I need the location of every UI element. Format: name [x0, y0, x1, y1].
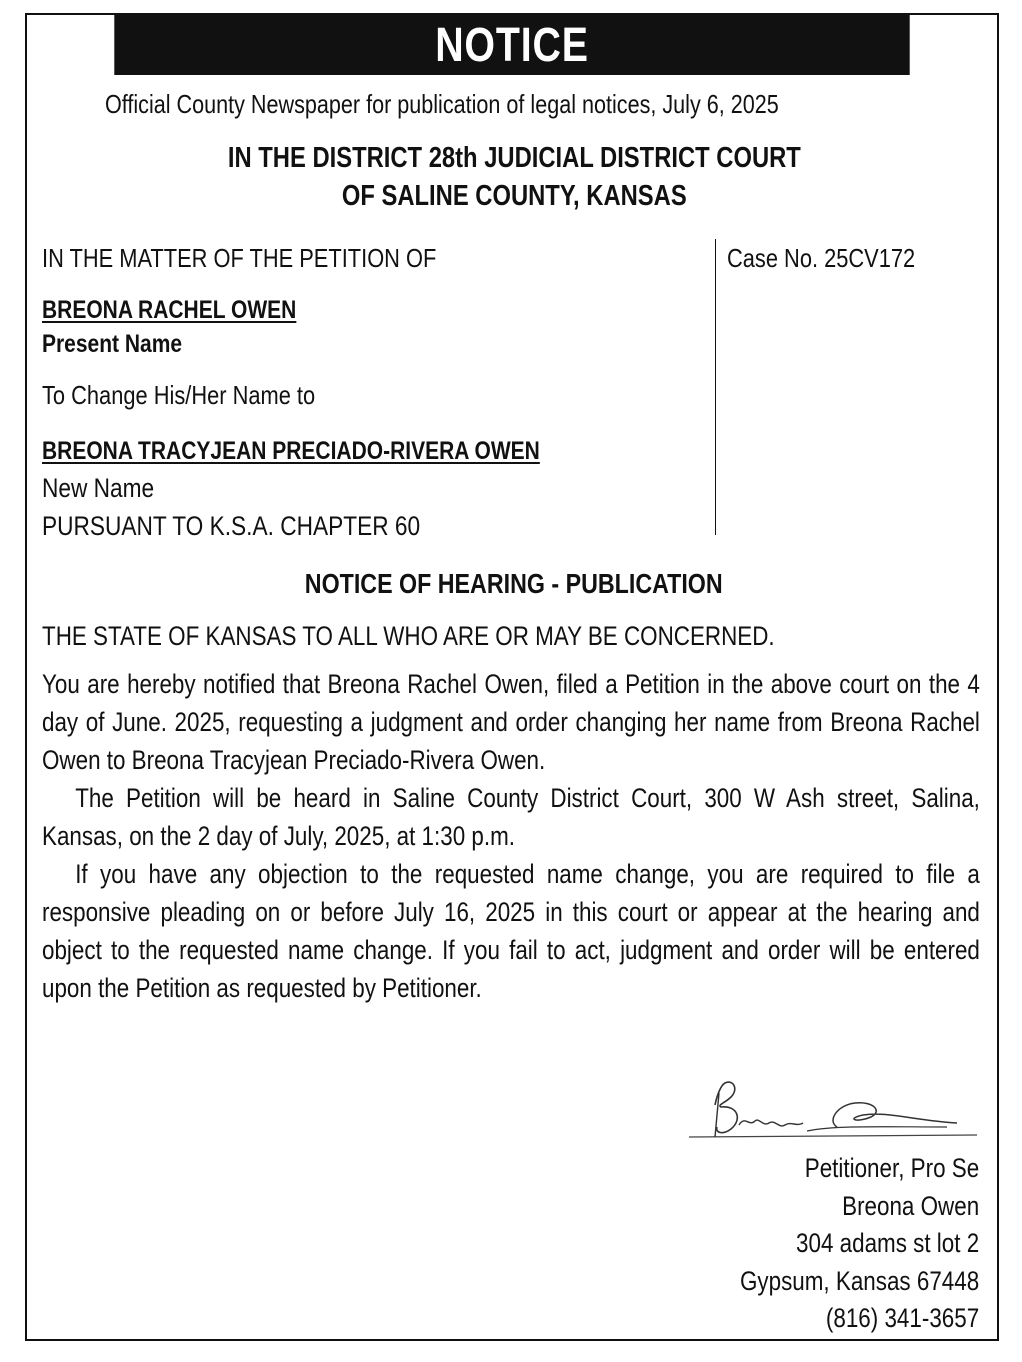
court-title-line2: OF SALINE COUNTY, KANSAS — [341, 180, 687, 212]
new-name: BREONA TRACYJEAN PRECIADO-RIVERA OWEN — [42, 437, 540, 465]
change-to-line: To Change His/Her Name to — [42, 380, 316, 410]
court-title-line1: IN THE DISTRICT 28th JUDICIAL DISTRICT COURT — [227, 142, 801, 174]
present-name-label: Present Name — [42, 330, 183, 358]
petitioner-city: Gypsum, Kansas 67448 — [739, 1265, 979, 1296]
paragraph-hearing-date: The Petition will be heard in Saline County District Court, 300 W Ash street, Salina, Kansas, on the 2 day of July, 2025, at 1:30 p.m. — [42, 783, 980, 851]
present-name: BREONA RACHEL OWEN — [42, 296, 297, 324]
notice-frame — [25, 13, 999, 1341]
caption-divider — [715, 239, 716, 535]
addressee-line: THE STATE OF KANSAS TO ALL WHO ARE OR MAY BE CONCERNED. — [42, 621, 775, 651]
signature-block — [740, 1150, 979, 1338]
case-number: Case No. 25CV172 — [727, 243, 916, 273]
paragraph-objection: If you have any objection to the requested name change, you are required to file a responsive pleading on or before July 16, 2025 in this court or appear at the hearing and object to the requested name change. If you fail to act, judgment and order will be entered upon the Petition as requested by Petitioner. — [42, 859, 980, 1003]
paragraph-filing: You are hereby notified that Breona Rachel Owen, filed a Petition in the above court on the 4 day of June. 2025, requesting a judgment and order changing her name from Breona Rachel Owen to Breona Tracyjean Preciado-Rivera Owen. — [42, 669, 980, 775]
statute-line: PURSUANT TO K.S.A. CHAPTER 60 — [42, 511, 421, 541]
petitioner-address: 304 adams st lot 2 — [795, 1228, 979, 1258]
newspaper-line: Official County Newspaper for publication of legal notices, July 6, 2025 — [105, 89, 779, 119]
petitioner-name: Breona Owen — [841, 1190, 979, 1221]
new-name-label: New Name — [42, 473, 155, 503]
petitioner-phone: (816) 341-3657 — [825, 1303, 979, 1333]
signature-image — [687, 1075, 987, 1155]
notice-banner: NOTICE — [114, 15, 909, 75]
hearing-body — [42, 665, 980, 1007]
hearing-heading: NOTICE OF HEARING - PUBLICATION — [305, 568, 723, 599]
petitioner-role: Petitioner, Pro Se — [804, 1153, 979, 1183]
matter-line: IN THE MATTER OF THE PETITION OF — [42, 243, 437, 273]
